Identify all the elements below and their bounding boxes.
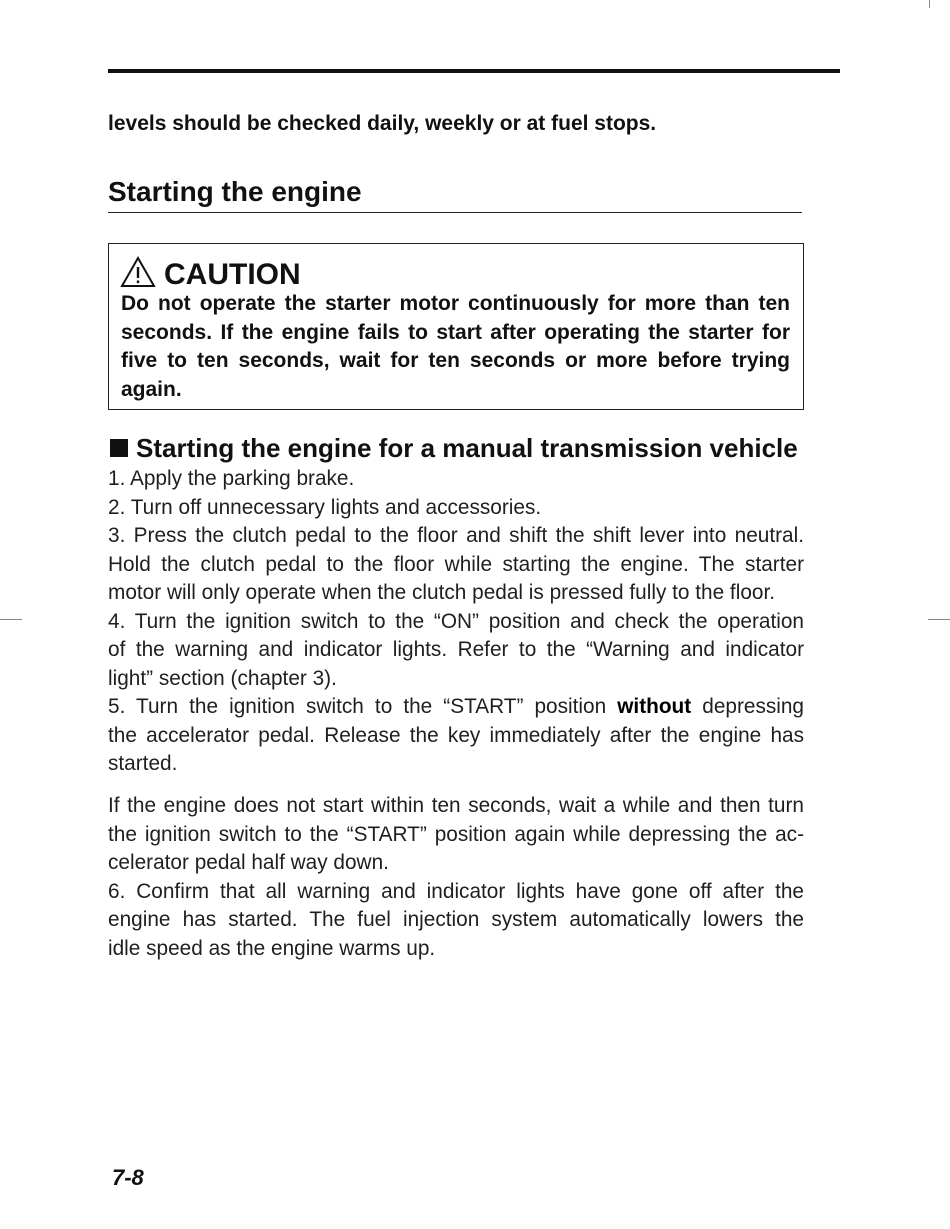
caution-line-1: Do not operate the starter motor continuously for more than ten: [121, 292, 790, 315]
section-title: Starting the engine: [108, 176, 362, 207]
subsection-title: Starting the engine for a manual transmission vehicle: [136, 433, 798, 463]
note-and-final-step: [108, 792, 804, 963]
section-title-underline: [108, 212, 802, 213]
step-3-line-1: 3. Press the clutch pedal to the floor and shift the shift lever into neutral.: [108, 524, 804, 547]
step-3-line-2: Hold the clutch pedal to the floor while starting the engine. The starter: [108, 552, 804, 576]
step-5-line-2: the accelerator pedal. Release the key immediately after the engine has: [108, 723, 804, 747]
caution-line-3: five to ten seconds, wait for ten seconds or more before trying: [121, 349, 790, 372]
step-5-text-before: 5. Turn the ignition switch to the “START” position: [108, 695, 607, 718]
step-5-text-after: depressing: [702, 695, 804, 718]
warning-triangle-icon: [120, 256, 156, 288]
step-3-line-3: motor will only operate when the clutch pedal is pressed fully to the floor.: [108, 581, 776, 604]
step-6-line-3: idle speed as the engine warms up.: [108, 936, 436, 960]
header-rule: [108, 69, 840, 73]
black-square-icon: [110, 439, 128, 457]
crop-mark-middle-right: [928, 619, 950, 620]
page-number: 7-8: [112, 1165, 144, 1190]
note-line-3: celerator pedal half way down.: [108, 851, 389, 874]
caution-text: [121, 290, 790, 404]
caution-box: [108, 243, 804, 410]
step-6-line-2: engine has started. The fuel injection system automatically lowers the: [108, 908, 804, 931]
step-5-line-3: started.: [108, 752, 178, 775]
note-line-1: If the engine does not start within ten seconds, wait a while and then turn: [108, 794, 804, 817]
crop-mark-top-right: [929, 0, 930, 8]
carry-over-text: levels should be checked daily, weekly or at fuel stops.: [108, 112, 657, 135]
step-5-emphasis: without: [617, 695, 692, 718]
note-line-2: the ignition switch to the “START” position again while depressing the ac-: [108, 822, 804, 846]
step-4-line-2: of the warning and indicator lights. Refer to the “Warning and indicator: [108, 638, 804, 661]
caution-line-2: seconds. If the engine fails to start after operating the starter for: [121, 320, 790, 344]
step-4-line-3: light” section (chapter 3).: [108, 666, 337, 690]
step-2-line-1: 2. Turn off unnecessary lights and accessories.: [108, 495, 542, 519]
steps-list: [108, 465, 804, 779]
caution-title: CAUTION: [164, 258, 301, 291]
step-4-line-1: 4. Turn the ignition switch to the “ON” position and check the operation: [108, 609, 804, 633]
crop-mark-middle-left: [0, 619, 22, 620]
step-1-line-1: 1. Apply the parking brake.: [108, 467, 355, 490]
caution-line-4: again.: [121, 377, 182, 401]
step-6-line-1: 6. Confirm that all warning and indicator lights have gone off after the: [108, 879, 804, 903]
step-5-line-1: [108, 693, 804, 722]
